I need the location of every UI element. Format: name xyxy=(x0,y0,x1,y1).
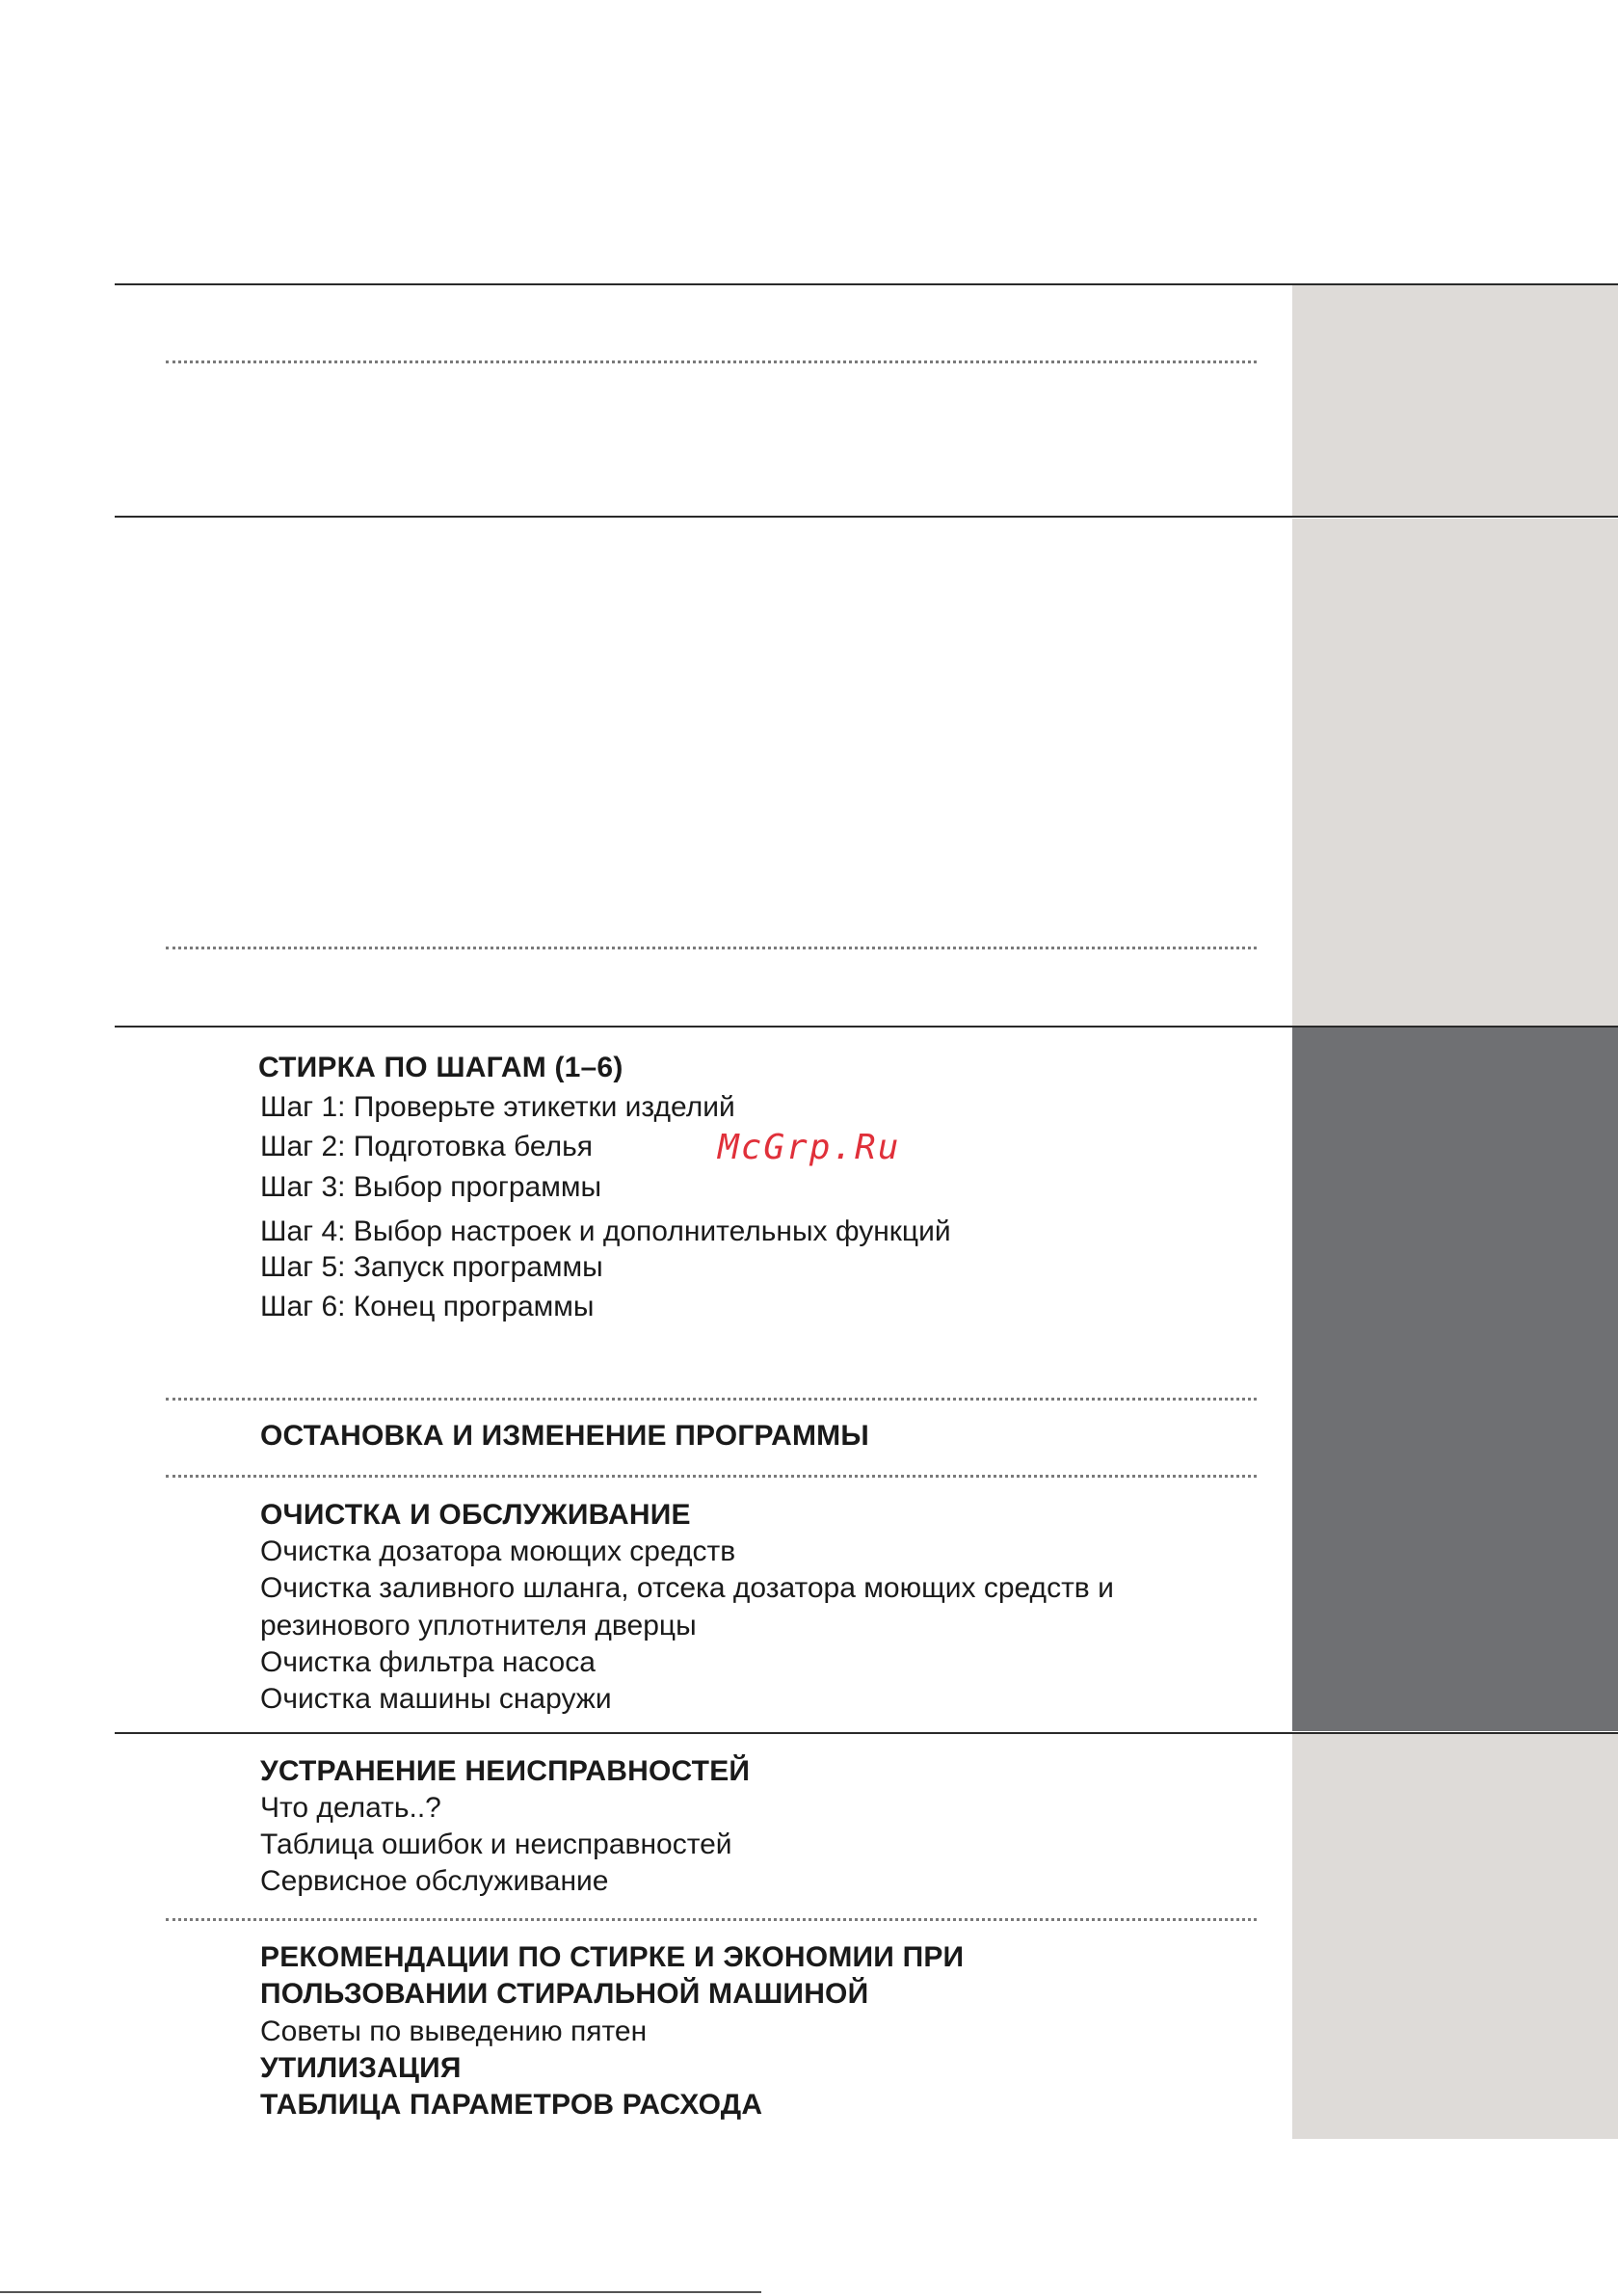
toc-item-step-6[interactable]: Шаг 6: Конец программы xyxy=(260,1291,595,1322)
section-divider xyxy=(115,1026,1618,1028)
dotted-separator xyxy=(166,1475,1257,1478)
dotted-separator xyxy=(166,360,1257,363)
toc-item-step-2[interactable]: Шаг 2: Подготовка белья xyxy=(260,1131,593,1162)
toc-heading-washing[interactable]: СТИРКА ПО ШАГАМ (1–6) xyxy=(258,1052,623,1083)
section-divider xyxy=(115,516,1618,518)
toc-heading-disposal[interactable]: УТИЛИЗАЦИЯ xyxy=(260,2052,462,2084)
toc-heading-cleaning[interactable]: ОЧИСТКА И ОБСЛУЖИВАНИЕ xyxy=(260,1499,691,1531)
toc-item-step-4[interactable]: Шаг 4: Выбор настроек и дополнительных функций xyxy=(260,1215,951,1247)
side-tab-active xyxy=(1292,1028,1618,1731)
side-tab-1 xyxy=(1292,285,1618,516)
dotted-separator xyxy=(166,1398,1257,1401)
toc-item-stain-tips[interactable]: Советы по выведению пятен xyxy=(260,2016,648,2047)
toc-item-trouble-2[interactable]: Таблица ошибок и неисправностей xyxy=(260,1829,732,1860)
side-tab-4 xyxy=(1292,1734,1618,2139)
toc-item-step-1[interactable]: Шаг 1: Проверьте этикетки изделий xyxy=(260,1091,735,1123)
toc-item-cleaning-2[interactable]: Очистка заливного шланга, отсека дозатора моющих средств и xyxy=(260,1572,1114,1604)
toc-item-cleaning-1[interactable]: Очистка дозатора моющих средств xyxy=(260,1535,736,1567)
toc-heading-troubleshooting[interactable]: УСТРАНЕНИЕ НЕИСПРАВНОСТЕЙ xyxy=(260,1755,751,1787)
toc-heading-recommendations[interactable]: РЕКОМЕНДАЦИИ ПО СТИРКЕ И ЭКОНОМИИ ПРИ xyxy=(260,1941,965,1973)
toc-item-cleaning-4[interactable]: Очистка машины снаружи xyxy=(260,1683,612,1715)
section-divider xyxy=(115,1732,1618,1734)
footer-line xyxy=(0,2291,761,2293)
toc-heading-recommendations-cont[interactable]: ПОЛЬЗОВАНИИ СТИРАЛЬНОЙ МАШИНОЙ xyxy=(260,1978,869,2010)
toc-item-trouble-1[interactable]: Что делать..? xyxy=(260,1792,441,1824)
toc-item-trouble-3[interactable]: Сервисное обслуживание xyxy=(260,1865,609,1897)
dotted-separator xyxy=(166,947,1257,949)
dotted-separator xyxy=(166,1918,1257,1921)
toc-item-step-5[interactable]: Шаг 5: Запуск программы xyxy=(260,1251,603,1283)
toc-item-step-3[interactable]: Шаг 3: Выбор программы xyxy=(260,1171,602,1203)
section-divider xyxy=(115,283,1618,285)
watermark: McGrp.Ru xyxy=(718,1128,901,1167)
toc-item-cleaning-2-cont[interactable]: резинового уплотнителя дверцы xyxy=(260,1610,697,1642)
side-tab-2 xyxy=(1292,519,1618,1026)
toc-heading-consumption[interactable]: ТАБЛИЦА ПАРАМЕТРОВ РАСХОДА xyxy=(260,2089,763,2121)
toc-item-cleaning-3[interactable]: Очистка фильтра насоса xyxy=(260,1646,596,1678)
toc-heading-stop[interactable]: ОСТАНОВКА И ИЗМЕНЕНИЕ ПРОГРАММЫ xyxy=(260,1420,869,1452)
